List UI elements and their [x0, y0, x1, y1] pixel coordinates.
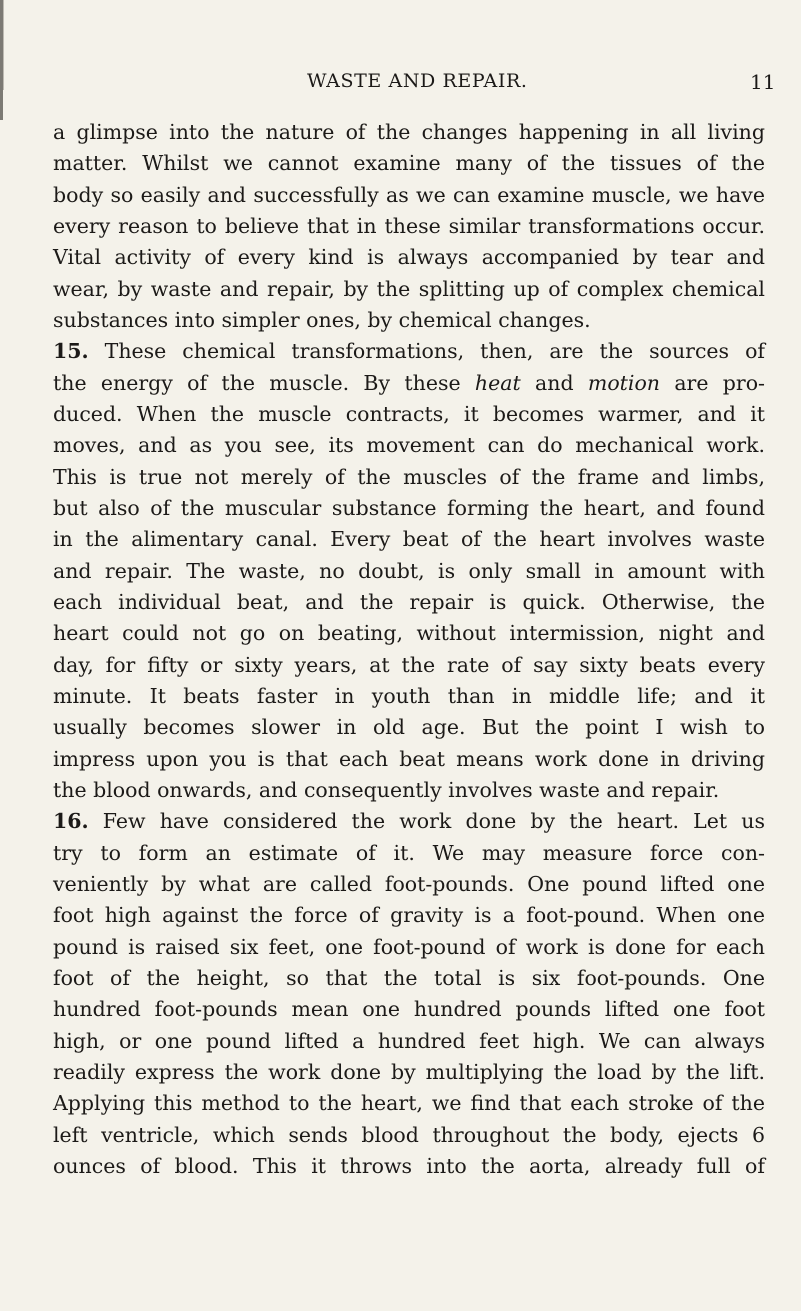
- text-line: [53, 556, 765, 587]
- emphasis-text: heat: [474, 370, 521, 395]
- text-line: [53, 117, 765, 148]
- text-run: but also of the muscular substance forming the heart, and found: [53, 495, 765, 520]
- text-line: [53, 242, 765, 273]
- text-run: usually becomes slower in old age. But the point I wish to: [53, 715, 765, 740]
- text-line: [53, 681, 765, 712]
- text-line: [53, 1120, 765, 1151]
- text-run: This is true not merely of the muscles of the frame and limbs,: [53, 464, 765, 489]
- section-number: 15.: [53, 339, 89, 364]
- text-run: and repair. The waste, no doubt, is only small in amount with: [53, 558, 765, 583]
- emphasis-text: motion: [587, 370, 661, 395]
- text-line: [53, 712, 765, 743]
- text-run: every reason to believe that in these similar transformations occur.: [53, 213, 765, 238]
- text-run: These chemical transformations, then, are the sources of: [88, 339, 765, 364]
- text-line: [53, 744, 765, 775]
- text-run: foot high against the force of gravity is a foot-pound. When one: [53, 903, 765, 928]
- text-run: ounces of blood. This it throws into the aorta, already full of: [53, 1153, 765, 1178]
- text-run: Vital activity of every kind is always accompanied by tear and: [53, 245, 765, 270]
- text-run: hundred foot-pounds mean one hundred pounds lifted one foot: [53, 997, 765, 1022]
- text-line: [53, 650, 765, 681]
- section-number: 16.: [53, 809, 89, 834]
- text-run: pound is raised six feet, one foot-pound of work is done for each: [53, 934, 765, 959]
- text-line: [53, 305, 765, 336]
- text-run: a glimpse into the nature of the changes happening in all living: [53, 120, 765, 144]
- text-line: [53, 524, 765, 555]
- text-run: the blood onwards, and consequently involves waste and repair.: [53, 777, 720, 802]
- text-run: are pro-: [660, 370, 765, 395]
- body-text: [53, 117, 765, 1182]
- text-line: [53, 1088, 765, 1119]
- running-title: WASTE AND REPAIR.: [307, 70, 528, 92]
- text-line: [53, 493, 765, 524]
- text-run: matter. Whilst we cannot examine many of the tissues of the: [53, 151, 765, 176]
- text-line: [53, 430, 765, 461]
- text-line: [53, 399, 765, 430]
- text-line: [53, 1026, 765, 1057]
- text-run: impress upon you is that each beat means work done in driving: [53, 746, 765, 771]
- text-run: try to form an estimate of it. We may measure force con-: [53, 840, 765, 865]
- text-line: [53, 838, 765, 869]
- text-line: [53, 368, 765, 399]
- text-line: [53, 462, 765, 493]
- text-run: readily express the work done by multiplying the load by the lift.: [53, 1059, 765, 1084]
- text-run: minute. It beats faster in youth than in middle life; and it: [53, 683, 765, 708]
- text-line: [53, 963, 765, 994]
- text-run: high, or one pound lifted a hundred feet high. We can always: [53, 1028, 765, 1053]
- text-line: [53, 618, 765, 649]
- page-number: 11: [750, 70, 776, 94]
- text-line: [53, 336, 765, 367]
- text-line: [53, 1057, 765, 1088]
- text-line: [53, 274, 765, 305]
- text-run: day, for fifty or sixty years, at the rate of say sixty beats every: [53, 652, 765, 677]
- text-line: [53, 587, 765, 618]
- text-run: foot of the height, so that the total is six foot-pounds. One: [53, 965, 765, 990]
- text-line: [53, 1151, 765, 1182]
- text-run: veniently by what are called foot-pounds. One pound lifted one: [53, 871, 765, 896]
- text-line: [53, 148, 765, 179]
- text-run: Applying this method to the heart, we find that each stroke of the: [53, 1091, 765, 1116]
- text-run: wear, by waste and repair, by the splitting up of complex chemical: [53, 276, 765, 301]
- text-run: body so easily and successfully as we can examine muscle, we have: [53, 182, 765, 207]
- text-line: [53, 806, 765, 837]
- text-line: [53, 869, 765, 900]
- text-run: moves, and as you see, its movement can do mechanical work.: [53, 433, 765, 458]
- running-head: [0, 70, 801, 100]
- text-run: in the alimentary canal. Every beat of the heart involves waste: [53, 527, 765, 552]
- text-run: and: [520, 370, 588, 395]
- text-run: substances into simpler ones, by chemical changes.: [53, 307, 591, 332]
- text-run: left ventricle, which sends blood throughout the body, ejects 6: [53, 1122, 765, 1147]
- text-line: [53, 180, 765, 211]
- text-line: [53, 775, 765, 806]
- text-line: [53, 211, 765, 242]
- text-line: [53, 900, 765, 931]
- text-run: each individual beat, and the repair is quick. Otherwise, the: [53, 589, 765, 614]
- text-line: [53, 932, 765, 963]
- text-run: heart could not go on beating, without intermission, night and: [53, 621, 765, 646]
- text-run: the energy of the muscle. By these: [53, 370, 475, 395]
- text-run: duced. When the muscle contracts, it becomes warmer, and it: [53, 401, 765, 426]
- text-line: [53, 994, 765, 1025]
- text-run: Few have considered the work done by the heart. Let us: [88, 809, 765, 834]
